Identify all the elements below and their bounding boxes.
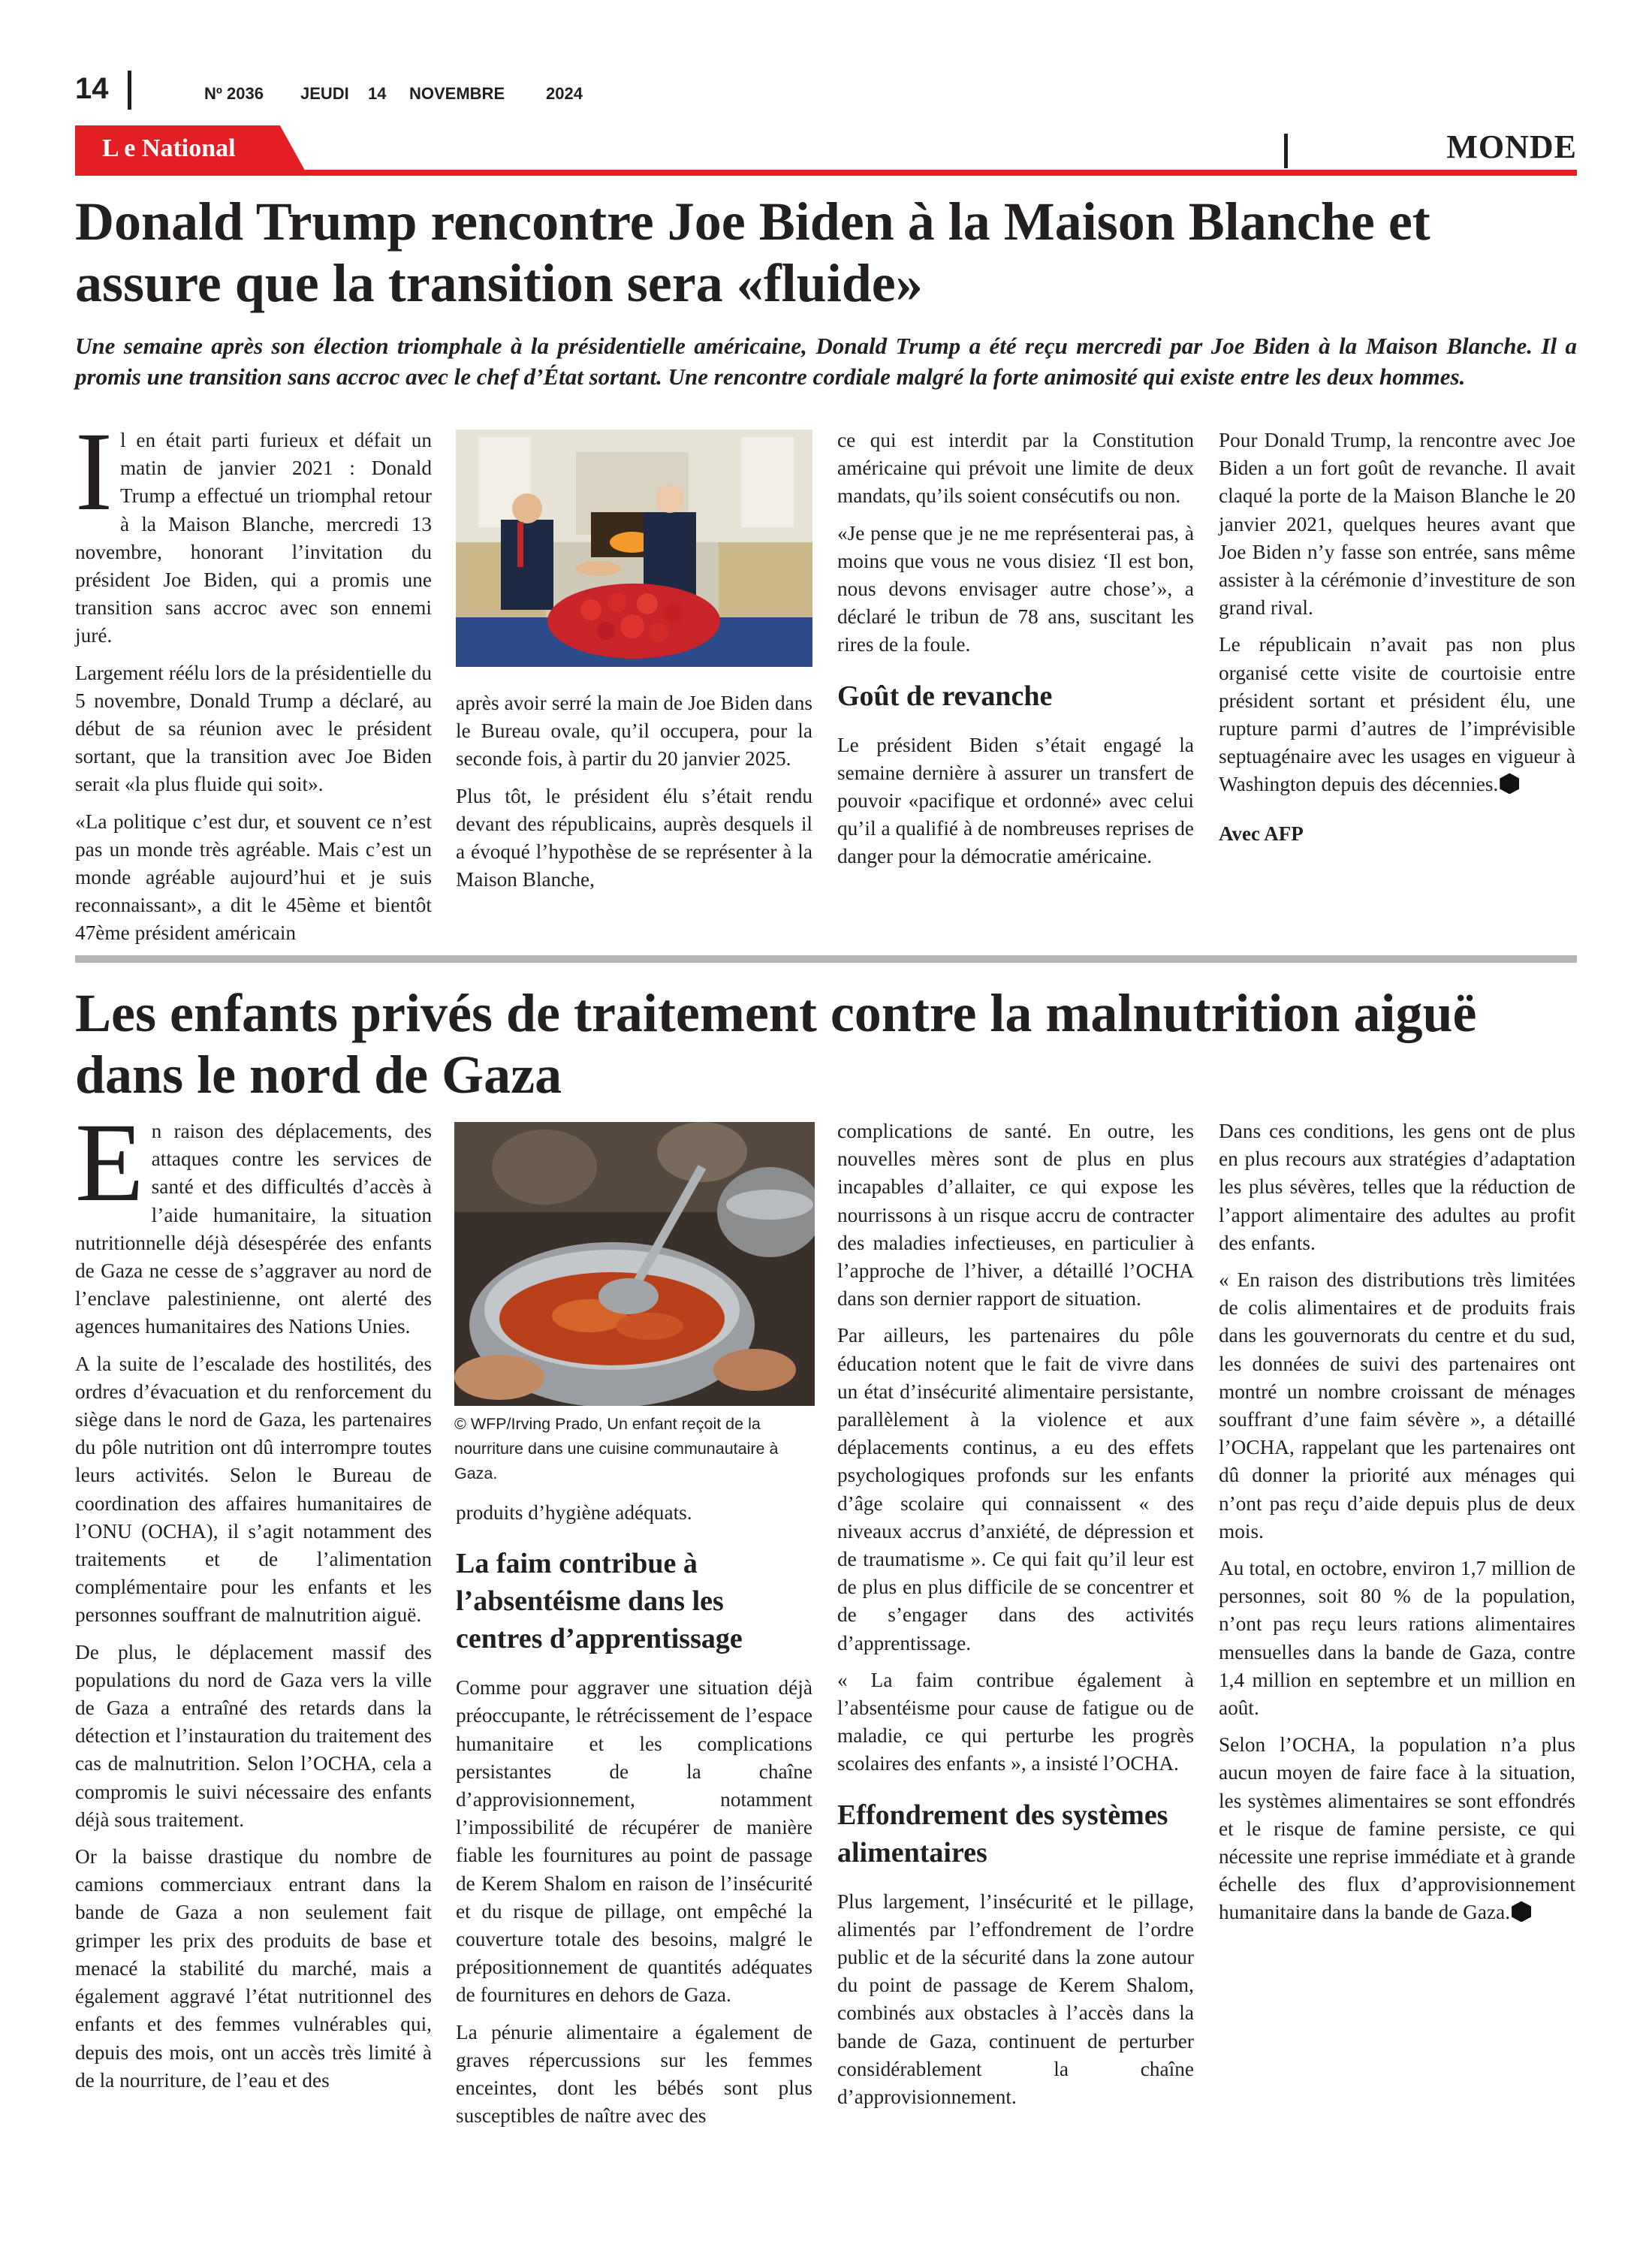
paragraph: Largement réélu lors de la présidentielle du 5 novembre, Donald Trump a déclaré, au début de sa réunion avec le président sortant, que la transition avec Joe Biden serait «la plus fluide qui soit». <box>75 661 432 796</box>
paragraph: ce qui est interdit par la Constitution américaine qui prévoit une limite de deux mandats, qu’ils soient consécutifs ou non. <box>837 429 1194 508</box>
article1-column-2 <box>456 689 812 903</box>
article2-headline <box>75 982 1584 1105</box>
paragraph: Plus largement, l’insécurité et le pillage, alimentés par l’effondrement de l’ordre public et de la sécurité dans la zone autour du point de passage de Kerem Shalom, combinés aux obstacles à l’accès dans la bande de Gaza, continuent de perturber considérablement la chaîne d’approvisionnement. <box>837 1890 1194 2109</box>
article1-column-4 <box>1219 427 1575 848</box>
article2-subhead-1: La faim contribue à l’absentéisme dans les centres d’apprentissage <box>456 1548 743 1655</box>
article2-column-1 <box>75 1100 432 2104</box>
trump-biden-photo <box>456 430 812 667</box>
article1-column-3 <box>837 427 1194 880</box>
article-separator <box>75 955 1577 963</box>
issue-date: 14 <box>368 84 387 103</box>
paragraph: Il en était parti furieux et défait un matin de janvier 2021 : Donald Trump a effectué un triomphal retour à la Maison Blanche, mercredi 13 novembre, honorant l’invitation du président Joe Biden, qui a promis une transition sans accroc avec son ennemi juré. <box>75 409 432 647</box>
article2-column-4 <box>1219 1117 1575 1936</box>
page-number: 14 <box>75 72 109 105</box>
article1-headline <box>75 191 1584 314</box>
article2-column-3 <box>837 1117 1194 2120</box>
paragraph: « La faim contribue également à l’absentéisme pour cause de fatigue ou de maladie, ce qui perturbe les progrès scolaires des enfants », a insisté l’OCHA. <box>837 1668 1194 1775</box>
paragraph: après avoir serré la main de Joe Biden dans le Bureau ovale, qu’il occupera, pour la seconde fois, à partir du 20 janvier 2025. <box>456 692 812 771</box>
issue-month: NOVEMBRE <box>409 84 505 103</box>
gaza-food-photo <box>454 1122 815 1406</box>
paragraph: Dans ces conditions, les gens ont de plus en plus recours aux stratégies d’adaptation les plus sévères, telles que la réduction de l’apport alimentaire des adultes au profit des enfants. <box>1219 1120 1575 1254</box>
article2-column-2 <box>456 1499 812 2139</box>
paragraph: Selon l’OCHA, la population n’a plus aucun moyen de faire face à la situation, les systèmes alimentaires se sont effondrés et le risque de famine persiste, ce qui nécessite une reprise immédiate et à grande échelle des flux d’approvisionnement humanitaire dans la bande de Gaza. <box>1219 1733 1575 1924</box>
paragraph: Or la baisse drastique du nombre de camions commerciaux entrant dans la bande de Gaza a non seulement fait grimper les prix des produits de base et menacé la stabilité du marché, mais a également aggravé l’état nutritionnel des enfants et des femmes vulnérables qui, depuis des mois, ont un accès très limité à de la nourriture, de l’eau et des <box>75 1845 432 2092</box>
article2-subhead-2: Effondrement des systèmes alimentaires <box>837 1799 1168 1868</box>
paragraph: «Je pense que je ne me représenterai pas, à moins que vous ne vous disiez ‘Il est bon, nous devons envisager autre chose’», a déclaré le tribun de 78 ans, suscitant les rires de la foule. <box>837 521 1194 656</box>
paragraph: A la suite de l’escalade des hostilités, des ordres d’évacuation et du renforcement du siège dans le nord de Gaza, les partenaires du pôle nutrition ont dû interrompre toutes leurs activités. Selon le Bureau de coordination des affaires humanitaires de l’ONU (OCHA), il s’agit notamment des traitements et de l’alimentation complémentaire pour les enfants et les personnes souffrant de malnutrition aiguë. <box>75 1352 432 1627</box>
section-label: MONDE <box>1446 128 1577 165</box>
paragraph: complications de santé. En outre, les nouvelles mères sont de plus en plus incapables d’allaiter, ce qui expose les nourrissons à un risque accru de contracter des maladies infectieuses, en particulier à l’approche de l’hiver, a détaillé l’OCHA dans son dernier rapport de situation. <box>837 1120 1194 1310</box>
masthead-logo: L e National <box>102 134 236 162</box>
header-rule <box>75 170 1577 176</box>
paragraph: produits d’hygiène adéquats. <box>456 1501 692 1524</box>
issue-day: JEUDI <box>300 84 349 103</box>
paragraph: Le républicain n’avait pas non plus organisé cette visite de courtoisie entre président sortant et président élu, une rupture parmi d’autres de l’imprévisible septuagénaire avec les usages en vigueur à Washington depuis des décennies. <box>1219 633 1575 796</box>
article2-dropcap: E <box>75 1100 144 1225</box>
article1-lede: Une semaine après son élection triomphale à la présidentielle américaine, Donald Trump a été reçu mercredi par Joe Biden à la Maison Blanche. Il a promis une transition sans accroc avec le chef d’État sortant. Une rencontre cordiale malgré la forte animosité qui existe entre les deux hommes. <box>75 333 1577 390</box>
end-mark-icon <box>1500 773 1519 794</box>
paragraph: «La politique c’est dur, et souvent ce n’est pas un monde très agréable. Mais c’est un monde agréable aujourd’hui et je suis reconnaissant», a dit le 45ème et bientôt 47ème président américain <box>75 810 432 945</box>
issue-year: 2024 <box>546 84 583 103</box>
paragraph: La pénurie alimentaire a également de graves répercussions sur les femmes enceintes, dont les bébés sont plus susceptibles de naître avec des <box>456 2020 812 2128</box>
article1-headline-line2: assure que la transition sera «fluide» <box>75 253 923 313</box>
paragraph: Le président Biden s’était engagé la semaine dernière à assurer un transfert de pouvoir «pacifique et ordonné» avec celui qu’il a qualifié à de nombreuses reprises de danger pour la démocratie américaine. <box>837 733 1194 868</box>
article1-column-1 <box>75 409 432 957</box>
paragraph: En raison des déplacements, des attaques contre les services de santé et des difficultés d’accès à l’aide humanitaire, la situation nutritionnelle déjà désespérée des enfants de Gaza ne cesse de s’aggraver au nord de l’enclave palestinienne, ont alerté des agences humanitaires des Nations Unies. <box>75 1100 432 1338</box>
paragraph: Pour Donald Trump, la rencontre avec Joe Biden a un fort goût de revanche. Il avait claqué la porte de la Maison Blanche le 20 janvier 2021, quelques heures avant que Joe Biden n’y fasse son entrée, sans même assister à la cérémonie d’investiture de son grand rival. <box>1219 429 1575 620</box>
section-divider <box>1284 134 1288 168</box>
article2-headline-line1: Les enfants privés de traitement contre la malnutrition aiguë <box>75 983 1477 1043</box>
article1-headline-line1: Donald Trump rencontre Joe Biden à la Maison Blanche et <box>75 192 1430 252</box>
article1-dropcap: I <box>75 409 113 534</box>
paragraph: Par ailleurs, les partenaires du pôle éducation notent que le fait de vivre dans un état d’insécurité alimentaire persistante, parallèlement à la violence et aux déplacements continus, a eu des effets psychologiques profonds sur les enfants d’âge scolaire qui connaissent « des niveaux accrus d’anxiété, de dépression et de traumatisme ». Ce qui fait qu’il leur est de plus en plus difficile de se concentrer et de s’engager dans des activités d’apprentissage. <box>837 1324 1194 1654</box>
article2-headline-line2: dans le nord de Gaza <box>75 1045 562 1105</box>
article1-signature: Avec AFP <box>1219 822 1304 845</box>
paragraph: Au total, en octobre, environ 1,7 million de personnes, soit 80 % de la population, n’ont pas reçu leurs rations alimentaires mensuelles dans la bande de Gaza, contre 1,4 million en septembre et un million en août. <box>1219 1557 1575 1720</box>
paragraph: Comme pour aggraver une situation déjà préoccupante, le rétrécissement de l’espace humanitaire et les complications persistantes de la chaîne d’approvisionnement, notamment l’impossibilité de récupérer de manière fiable les fournitures au point de passage de Kerem Shalom en raison de l’insécurité et du risque de pillage, ont empêché la couverture totale des besoins, malgré le prépositionnement de quantités adéquates de fournitures en dehors de Gaza. <box>456 1676 812 2007</box>
issue-number: Nº 2036 <box>204 84 264 103</box>
page-number-divider <box>128 71 131 110</box>
end-mark-icon <box>1512 1901 1531 1922</box>
paragraph: De plus, le déplacement massif des populations du nord de Gaza vers la ville de Gaza a entraîné des retards dans la détection et l’instauration du traitement des cas de malnutrition. Selon l’OCHA, cela a compromis le suivi nécessaire des enfants déjà sous traitement. <box>75 1640 432 1831</box>
paragraph: Plus tôt, le président élu s’était rendu devant des républicains, auprès desquels il a évoqué l’hypothèse de se représenter à la Maison Blanche, <box>456 784 812 891</box>
paragraph: « En raison des distributions très limitées de colis alimentaires et de produits frais dans les gouvernorats du centre et du sud, les données de suivi des partenaires ont montré un nombre croissant de ménages souffrant d’une faim sévère », a détaillé l’OCHA, rappelant que les partenaires ont dû donner la priorité aux ménages qui n’ont pas reçu d’aide depuis plus de deux mois. <box>1219 1268 1575 1543</box>
photo-caption: © WFP/Irving Prado, Un enfant reçoit de la nourriture dans une cuisine communautaire à Gaza. <box>454 1415 779 1482</box>
article1-subhead: Goût de revanche <box>837 680 1053 712</box>
